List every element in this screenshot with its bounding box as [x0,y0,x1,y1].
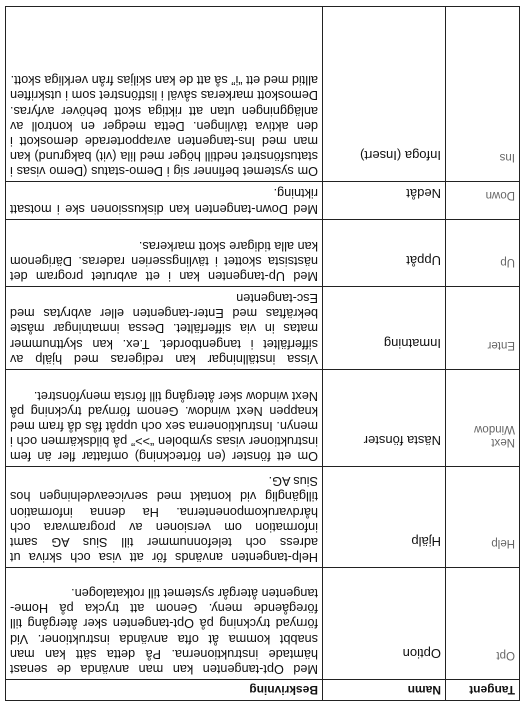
name-cell: Hjälp [323,467,446,568]
description-cell: Om systemet befinner sig i Demo-status (Demo visas i statusfönstret nedtill höger med lila (vit) bakgrund) kan man med Ins-tangenten avrapporterade demoskott i den aktiva tävlingen. Detta medger en kontroll av anläggningen utan att riktiga skott behöver avfyras. Demoskott markeras såväl i listfönstret som i utskriften alltid med ett “i” så att de kan skiljas från verkliga skott. [6,7,323,182]
table-row [6,287,520,370]
table-row [6,369,520,467]
table-row [6,219,520,286]
key-cell: Enter [446,287,520,370]
key-cell: Down [446,182,520,219]
key-cell: Up [446,219,520,286]
key-cell: Opt [446,568,520,680]
key-cell: Ins [446,7,520,182]
description-cell: Med Up-tangenten kan i ett avbrutet program det nästsista skottet i tävlingsserien raderas. Därigenom kan alla tidigare skott markeras. [6,219,323,286]
table-header-row [6,680,520,701]
header-tangent: Tangent [446,680,520,701]
description-cell: Vissa inställningar kan redigeras med hjälp av sifferfältet i tangentbordet. T.ex. kan skyttnummer matas in via sifferfältet. Dessa inmatningar måste bekräftas med Enter-tangenten eller avbrytas med Esc-tangenten [6,287,323,370]
name-cell: Nedåt [323,182,446,219]
key-cell: Help [446,467,520,568]
description-cell: Om ett fönster (en förteckning) omfattar fler än fem instruktioner visas symbolen “>>” på bildskärmen och i menyn. Instruktionerna sex och uppåt fås då fram med knappen Next window. Genom förnyad tryckning på Next window sker återgång till första menyfönstret. [6,369,323,467]
key-cell: Next Window [446,369,520,467]
name-cell: Nästa fönster [323,369,446,467]
table-row [6,568,520,680]
table-row [6,7,520,182]
name-cell: Uppåt [323,219,446,286]
table-row [6,467,520,568]
table-row [6,182,520,219]
key-description-table [5,6,520,701]
description-cell: Med Down-tangenten kan diskussionen ske i motsatt riktning. [6,182,323,219]
header-beskrivning: Beskrivning [6,680,323,701]
description-cell: Med Opt-tangenten kan man använda de senast hämtade instruktionerna. På detta sätt kan man snabbt komma åt ofta använda instruktioner. Vid förnyad tryckning på Opt-tangenten sker återgång till föregående meny. Genom att trycka på Home-tangenten återgår systemet till rotkatalogen. [6,568,323,680]
header-namn: Namn [323,680,446,701]
name-cell: Infoga (Insert) [323,7,446,182]
name-cell: Inmatning [323,287,446,370]
name-cell: Option [323,568,446,680]
description-cell: Help-tangenten används för att visa och skriva ut adress och telefonnummer till Sius AG samt information om versionen av programvara och hårdvarukomponenterna. Ha denna information tillgänglig vid kontakt med serviceavdelningen hos Sius AG. [6,467,323,568]
